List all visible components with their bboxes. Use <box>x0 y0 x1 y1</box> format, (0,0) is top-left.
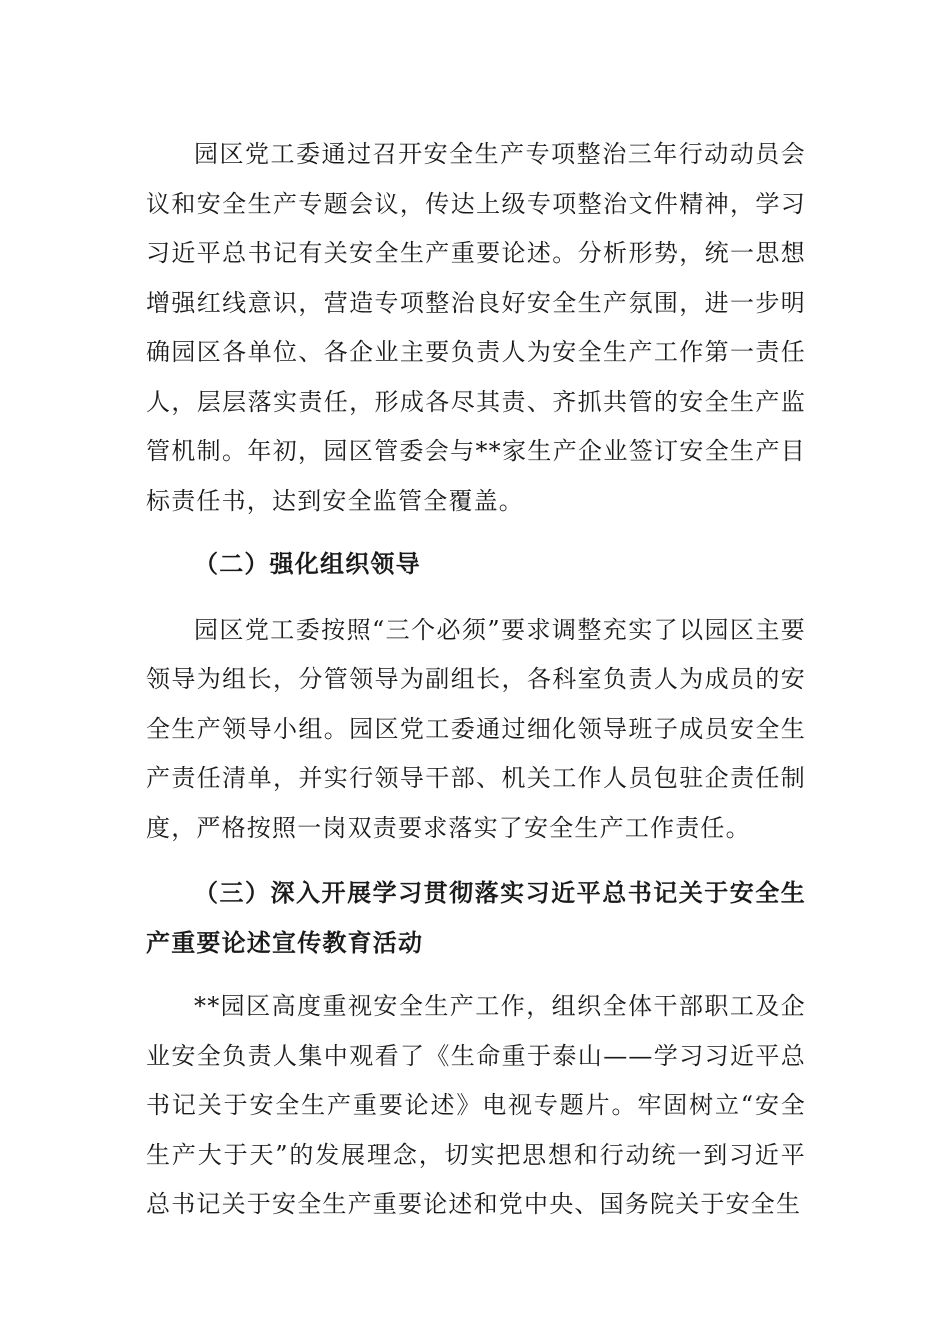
spacer <box>146 853 806 869</box>
document-body <box>146 130 806 1230</box>
body-paragraph-3: **园区高度重视安全生产工作，组织全体干部职工及企业安全负责人集中观看了《生命重于泰山——学习习近平总书记关于安全生产重要论述》电视专题片。牢固树立“安全生产大于天”的发展理念，切实把思想和行动统一到习近平总书记关于安全生产重要论述和党中央、国务院关于安全生 <box>146 992 806 1218</box>
body-paragraph-2: 园区党工委按照“三个必须”要求调整充实了以园区主要领导为组长，分管领导为副组长，各科室负责人为成员的安全生产领导小组。园区党工委通过细化领导班子成员安全生产责任清单，并实行领导干部、机关工作人员包驻企责任制度，严格按照一岗双责要求落实了安全生产工作责任。 <box>146 615 806 842</box>
section-heading-3: （三）深入开展学习贯彻落实习近平总书记关于安全生产重要论述宣传教育活动 <box>146 879 806 957</box>
body-paragraph-1: 园区党工委通过召开安全生产专项整治三年行动动员会议和安全生产专题会议，传达上级专项整治文件精神，学习习近平总书记有关安全生产重要论述。分析形势，统一思想增强红线意识，营造专项整治良好安全生产氛围，进一步明确园区各单位、各企业主要负责人为安全生产工作第一责任人，层层落实责任，形成各尽其责、齐抓共管的安全生产监管机制。年初，园区管委会与**家生产企业签订安全生产目标责任书，达到安全监管全覆盖。 <box>146 140 806 515</box>
spacer <box>146 590 806 606</box>
spacer <box>146 526 806 540</box>
section-heading-2: （二）强化组织领导 <box>194 550 421 578</box>
spacer <box>146 968 806 982</box>
